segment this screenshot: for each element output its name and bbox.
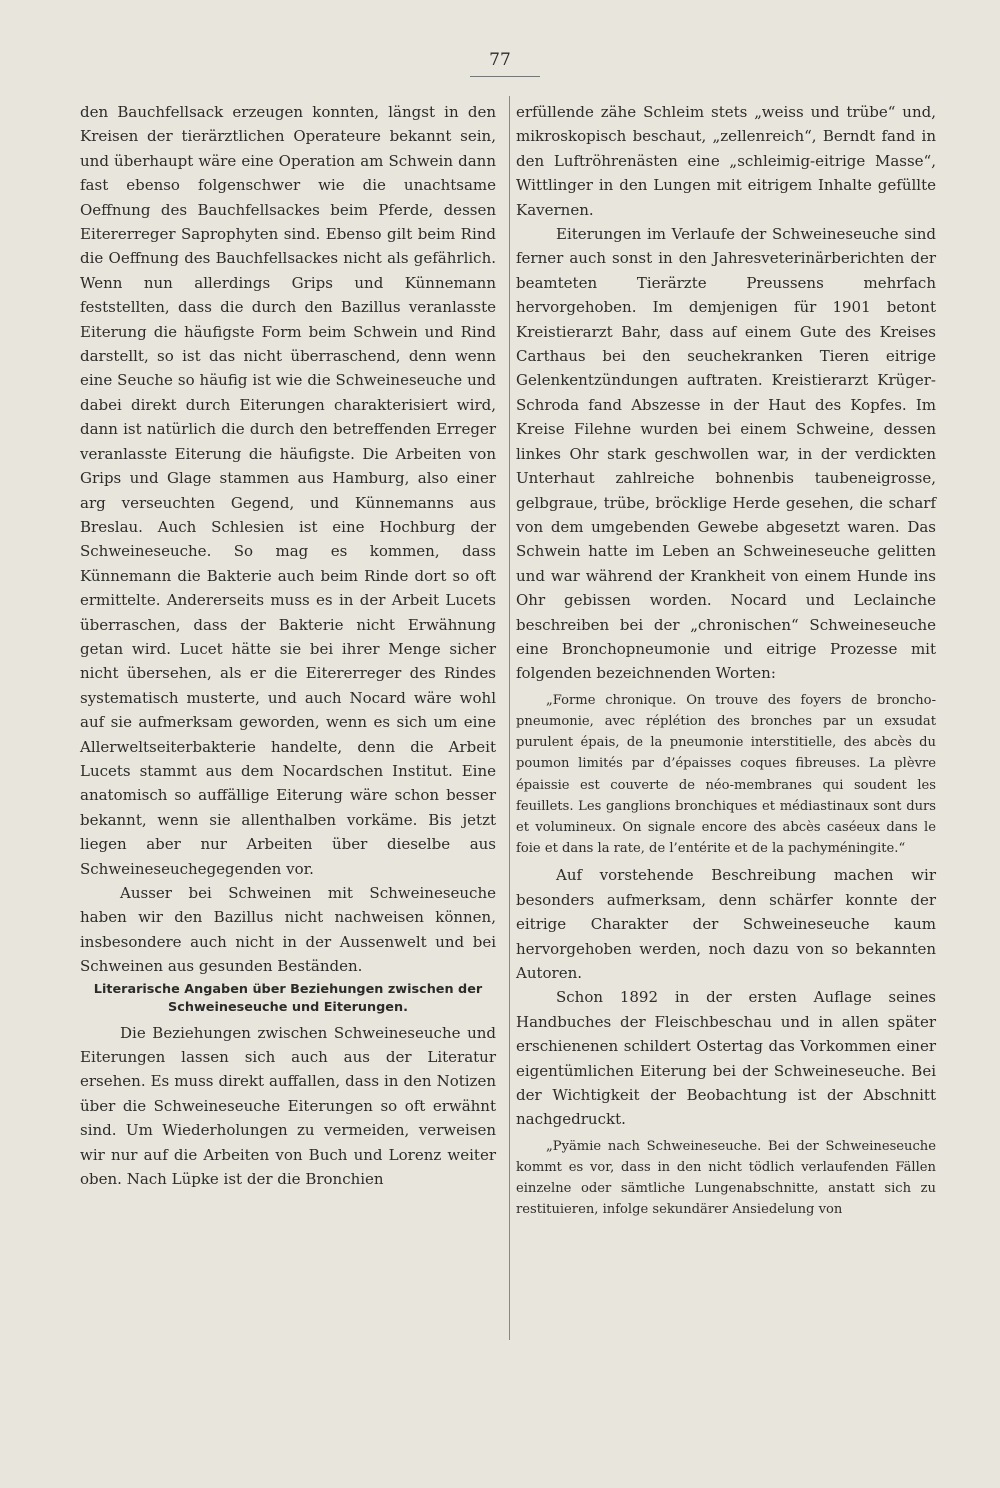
right-paragraph-4: Schon 1892 in der ersten Auflage seines Handbuches der Fleischbeschau und in allen später erschienenen schildert Ostertag das Vorkommen einer eigentümlichen Eiterung bei der Schweineseuche. Bei der Wichtigkeit der Beobachtung ist der Abschnitt nachgedruckt. <box>516 988 936 1129</box>
left-paragraph-2: Ausser bei Schweinen mit Schweineseuche haben wir den Bazillus nicht nachweisen können, insbesondere auch nicht in der Aussenwelt und bei Schweinen aus gesunden Beständen. <box>80 884 496 976</box>
right-paragraph-1: erfüllende zähe Schleim stets „weiss und trübe“ und, mikroskopisch beschaut, „zellenreich“, Berndt fand in den Luftröhrenästen eine „schleimig-eitrige Masse“, Wittlinger in den Lungen mit eitrigem Inhalte gefüllte Kavernen. <box>516 103 936 219</box>
column-divider <box>509 96 510 1340</box>
left-paragraph-1: den Bauchfellsack erzeugen konnten, längst in den Kreisen der tierärztlichen Operateure bekannt sein, und überhaupt wäre eine Operation am Schwein dann fast ebenso folgenschwer wie die unachtsame Oeffnung des Bauchfellsackes beim Pferde, dessen Eitererreger Saprophyten sind. Ebenso gilt beim Rind die Oeffnung des Bauchfellsackes nicht als gefährlich. Wenn nun allerdings Grips und Künnemann feststellten, dass die durch den Bazillus veranlasste Eiterung die häufigste Form beim Schwein und Rind darstellt, so ist das nicht überraschend, denn wenn eine Seuche so häufig ist wie die Schweineseuche und dabei direkt durch Eiterungen charakterisiert wird, dann ist natürlich die durch den betreffenden Erreger veranlasste Eiterung die häufigste. Die Arbeiten von Grips und Glage stammen aus Hamburg, also einer arg verseuchten Gegend, und Künnemanns aus Breslau. Auch Schlesien ist eine Hochburg der Schweineseuche. So mag es kommen, dass Künnemann die Bakterie auch beim Rinde dort so oft ermittelte. Andererseits muss es in der Arbeit Lucets überraschen, dass der Bakterie nicht Erwähnung getan wird. Lucet hätte sie bei ihrer Menge sicher nicht übersehen, als er die Eitererreger des Rindes systematisch musterte, und auch Nocard wäre wohl auf sie aufmerksam geworden, wenn es sich um eine Allerweltseiterbakterie handelte, denn die Arbeit Lucets stammt aus dem Nocardschen Institut. Eine anatomisch so auffällige Eiterung wäre schon besser bekannt, wenn sie allenthalben vorkäme. Bis jetzt liegen aber nur Arbeiten über dieselbe aus Schweineseuchegegenden vor. <box>80 103 496 878</box>
french-quotation: „Forme chronique. On trouve des foyers de broncho-pneumonie, avec réplétion des bronches par un exsudat purulent épais, de la pneumonie interstitielle, des abcès du poumon limités par d’épaisses coques fibreuses. La plèvre épaissie est couverte de néo-membranes qui soudent les feuillets. Les ganglions bronchiques et médiastinaux sont durs et volumineux. On signale encore des abcès caséeux dans le foie et dans la rate, de l’entérite et de la pachyméningite.“ <box>516 692 936 857</box>
page-number-rule <box>470 76 540 77</box>
page-number: 77 <box>489 50 511 70</box>
section-heading: Literarische Angaben über Beziehungen zwischen der Schweineseuche und Eiterungen. <box>93 981 483 1015</box>
right-paragraph-3: Auf vorstehende Beschreibung machen wir besonders aufmerksam, denn schärfer konnte der eitrige Charakter der Schweineseuche kaum hervorgehoben werden, noch dazu von so bekannten Autoren. <box>516 866 936 982</box>
left-paragraph-3: Die Beziehungen zwischen Schweineseuche und Eiterungen lassen sich auch aus der Literatur ersehen. Es muss direkt auffallen, dass in den Notizen über die Schweineseuche Eiterungen so oft erwähnt sind. Um Wiederholungen zu vermeiden, verweisen wir nur auf die Arbeiten von Buch und Lorenz weiter oben. Nach Lüpke ist der die Bronchien <box>80 1023 496 1189</box>
right-column <box>516 100 936 1225</box>
left-column <box>80 100 496 1191</box>
right-paragraph-2: Eiterungen im Verlaufe der Schweineseuche sind ferner auch sonst in den Jahresveterinärberichten der beamteten Tierärzte Preussens mehrfach hervorgehoben. Im demjenigen für 1901 betont Kreistierarzt Bahr, dass auf einem Gute des Kreises Carthaus bei den seuchekranken Tieren eitrige Gelenkentzündungen auftraten. Kreistierarzt Krüger-Schroda fand Abszesse in der Haut des Kopfes. Im Kreise Filehne wurden bei einem Schweine, dessen linkes Ohr stark geschwollen war, in der verdickten Unterhaut zahlreiche bohnenbis taubeneigrosse, gelbgraue, trübe, bröcklige Herde gesehen, die scharf von dem umgebenden Gewebe abgesetzt waren. Das Schwein hatte im Leben an Schweineseuche gelitten und war während der Krankheit von einem Hunde ins Ohr gebissen worden. Nocard und Leclainche beschreiben bei der „chronischen“ Schweineseuche eine Bronchopneumonie und eitrige Prozesse mit folgenden bezeichnenden Worten: <box>516 225 936 683</box>
ostertag-quotation: „Pyämie nach Schweineseuche. Bei der Schweineseuche kommt es vor, dass in den nicht tödlich verlaufenden Fällen einzelne oder sämtliche Lungenabschnitte, anstatt sich zu restituieren, infolge sekundärer Ansiedelung von <box>516 1138 936 1218</box>
